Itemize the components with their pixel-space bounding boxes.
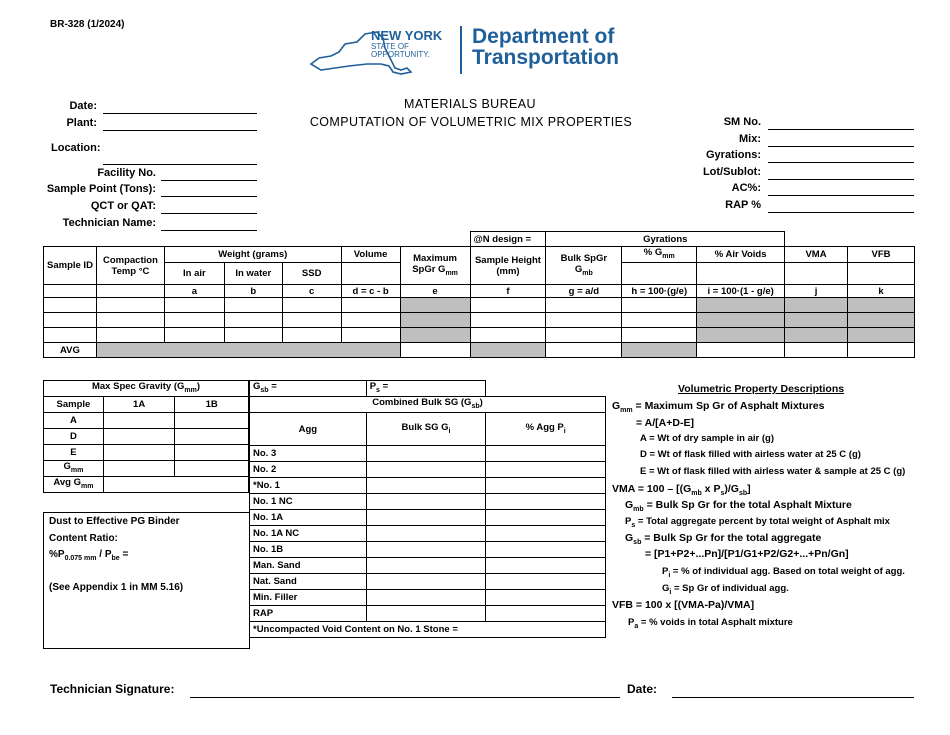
mix-label: Mix: (739, 133, 761, 145)
gmm-row-d: D (44, 429, 104, 445)
vma-header: VMA (785, 247, 848, 263)
qct-qat-field[interactable] (161, 213, 257, 214)
d-definition: D = Wt of flask filled with airless water at 25 C (g) (640, 449, 861, 460)
gyrations-header: Gyrations (546, 232, 785, 247)
gyrations-label: Gyrations: (705, 149, 761, 161)
volumetric-table (43, 231, 915, 358)
sm-no-field[interactable] (768, 129, 914, 130)
gmm-sample-header: Sample (44, 397, 104, 413)
pa-definition: $P_a$ = % voids in total Asphalt mixture (628, 617, 793, 630)
lot-sublot-field[interactable] (768, 179, 914, 180)
compaction-temp-header: Compaction Temp °C (96, 247, 164, 285)
rap-pct-label: RAP % (725, 199, 761, 211)
vfb-header: VFB (847, 247, 914, 263)
combined-bulk-header: Combined Bulk SG $(G_{sb})$ (250, 397, 606, 413)
at-n-design: @N design = (470, 232, 546, 247)
sample-point-label: Sample Point (Tons): (46, 183, 156, 195)
logo-dept-line1: Department of (472, 25, 615, 48)
gmm-row-e: E (44, 445, 104, 461)
col-g: g = a/d (546, 285, 622, 298)
dust-ratio-box (43, 512, 250, 649)
col-f: f (470, 285, 546, 298)
gi-definition: $G_i = Sp$ Gr of individual agg. (662, 583, 789, 596)
footer-date-label: Date: (627, 682, 658, 696)
ps-label: $P_s$ = (366, 381, 486, 397)
bulk-sg-header: Bulk SG $G_i$ (366, 413, 486, 446)
aggregate-table (249, 380, 606, 638)
facility-no-field[interactable] (161, 180, 257, 181)
technician-name-label: Technician Name: (62, 217, 156, 229)
gmm-1b-header: 1B (175, 397, 249, 413)
sample-id-header: Sample ID (44, 247, 97, 285)
pct-agg-header: % Agg $P_i$ (486, 413, 606, 446)
ac-pct-field[interactable] (768, 195, 914, 196)
col-j: j (785, 285, 848, 298)
ssd-header: SSD (282, 263, 341, 285)
date-label: Date: (69, 100, 97, 112)
agg-row-label: No. 3 (250, 446, 367, 462)
gmb-definition: $G_{mb}$ = Bulk Sp Gr for the total Asphalt Mixture (625, 499, 852, 514)
gmm-row-avg: Avg $G_{mm}$ (44, 477, 104, 493)
ac-pct-label: AC%: (731, 182, 761, 194)
col-k: k (847, 285, 914, 298)
gmm-definition: $G_{mm}$ = Maximum Sp Gr of Asphalt Mixtures (612, 400, 825, 415)
weight-grams-header: Weight (grams) (164, 247, 341, 263)
logo-dept-line2: Transportation (472, 46, 620, 69)
logo-state-line2: STATE OF (371, 42, 409, 51)
col-b: b (224, 285, 282, 298)
ps-definition: $P_s$ = Total aggregate percent by total weight of Asphalt mix (625, 516, 890, 529)
sample-point-field[interactable] (161, 196, 257, 197)
technician-signature-field[interactable] (190, 697, 620, 698)
rap-pct-field[interactable] (768, 212, 914, 213)
computation-title: COMPUTATION OF VOLUMETRIC MIX PROPERTIES (309, 115, 633, 129)
footer-date-field[interactable] (672, 697, 914, 698)
a-definition: A = Wt of dry sample in air (g) (640, 433, 774, 444)
agg-row-label: Man. Sand (250, 558, 367, 574)
avg-label: AVG (44, 343, 97, 358)
location-label: Location: (51, 142, 101, 154)
nysdot-logo (305, 26, 655, 76)
sm-no-label: SM No. (723, 116, 761, 128)
plant-label: Plant: (66, 117, 97, 129)
agg-row-label: No. 1B (250, 542, 367, 558)
col-a: a (164, 285, 224, 298)
pct-gmm-header: % $G_{mm}$ (622, 247, 697, 263)
plant-field[interactable] (103, 130, 257, 131)
table-row (44, 298, 915, 313)
agg-header: Agg (250, 413, 367, 446)
logo-state-line3: OPPORTUNITY. (371, 50, 430, 59)
gmm-table-header: Max Spec Gravity $(G_{mm})$ (44, 381, 249, 397)
agg-row-label: No. 1 NC (250, 494, 367, 510)
in-air-header: In air (164, 263, 224, 285)
col-e: e (400, 285, 470, 298)
agg-row-label: Nat. Sand (250, 574, 367, 590)
agg-row-label: RAP (250, 606, 367, 622)
logo-divider (460, 26, 462, 74)
bureau-title: MATERIALS BUREAU (404, 97, 536, 111)
gmm-formula: = A/[A+D-E] (636, 417, 694, 429)
volume-header: Volume (341, 247, 400, 263)
technician-signature-label: Technician Signature: (50, 682, 175, 696)
qct-qat-label: QCT or QAT: (90, 200, 156, 212)
logo-state-line1: NEW YORK (371, 28, 443, 43)
col-i: i = 100·(1 - g/e) (697, 285, 785, 298)
date-field[interactable] (103, 113, 257, 114)
pct-air-voids-header: % Air Voids (697, 247, 785, 263)
col-h: h = 100·(g/e) (622, 285, 697, 298)
gmm-table (43, 380, 249, 493)
e-definition: E = Wt of flask filled with airless water & sample at 25 C (g) (640, 466, 906, 477)
mix-field[interactable] (768, 146, 914, 147)
vfb-definition: VFB = 100 x [(VMA-Pa)/VMA] (612, 599, 755, 611)
gyrations-field[interactable] (768, 162, 914, 163)
agg-row-label: No. 2 (250, 462, 367, 478)
gsb-formula: = [P1+P2+...Pn]/[P1/G1+P2/G2+...+Pn/Gn] (645, 548, 849, 560)
vma-definition: VMA = $100 - [(G_{mb}$ x $P_s)/G_{sb}$] (612, 483, 751, 498)
sample-height-header: Sample Height (mm) (470, 247, 546, 285)
gsb-label: $G_{sb}$ = (250, 381, 367, 397)
in-water-header: In water (224, 263, 282, 285)
agg-row-label: No. 1A NC (250, 526, 367, 542)
gsb-definition: $G_{sb}$ = Bulk Sp Gr for the total aggregate (625, 532, 822, 547)
gmm-row-gmm: $G_{mm}$ (44, 461, 104, 477)
col-d: d = c - b (341, 285, 400, 298)
void-content-row: *Uncompacted Void Content on No. 1 Stone = (250, 622, 606, 638)
gmm-row-a: A (44, 413, 104, 429)
descriptions-heading: Volumetric Property Descriptions (678, 383, 845, 395)
gmm-1a-header: 1A (103, 397, 175, 413)
col-c: c (282, 285, 341, 298)
max-spgr-header: Maximum SpGr $G_{mm}$ (400, 247, 470, 285)
agg-row-label: *No. 1 (250, 478, 367, 494)
table-row (44, 313, 915, 328)
location-field[interactable] (103, 164, 257, 165)
agg-row-label: No. 1A (250, 510, 367, 526)
dust-ratio: $\%P_{0.075 mm} / P_{be}$ = (49, 549, 129, 562)
pi-definition: $P_i$ = % of individual agg. Based on total weight of agg. (662, 566, 905, 579)
bulk-spgr-header: Bulk SpGr $G_{mb}$ (546, 247, 622, 285)
table-row (44, 328, 915, 343)
lot-sublot-label: Lot/Sublot: (702, 166, 761, 178)
dust-line1: Dust to Effective PG Binder (49, 516, 180, 527)
avg-row (44, 343, 915, 358)
form-id: BR-328 (1/2024) (50, 19, 125, 30)
dust-line2: Content Ratio: (49, 533, 118, 544)
facility-no-label: Facility No. (97, 167, 156, 179)
dust-appendix: (See Appendix 1 in MM 5.16) (49, 582, 184, 593)
agg-row-label: Min. Filler (250, 590, 367, 606)
